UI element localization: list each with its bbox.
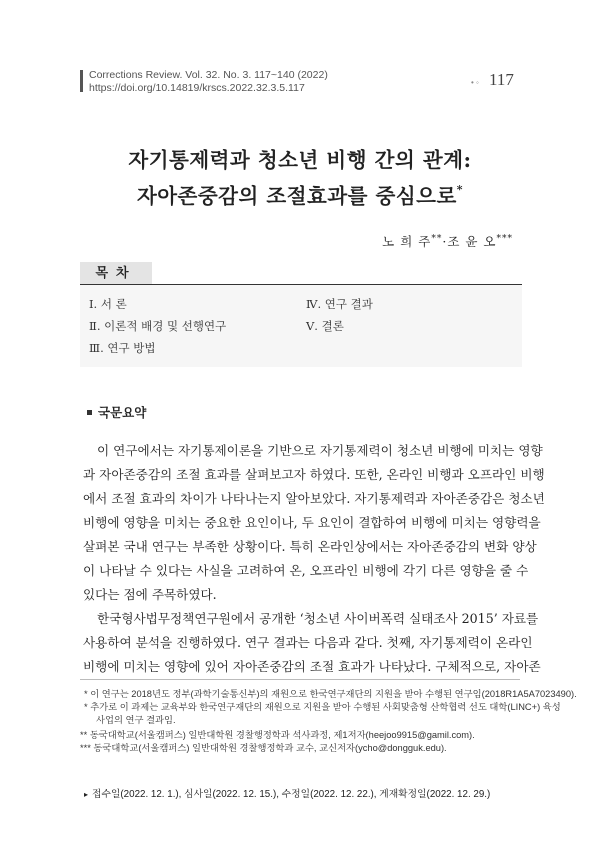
author-1-mark: ** (431, 233, 443, 244)
page-number-dots: • ◦ (471, 78, 479, 87)
header-accent-bar (80, 70, 83, 92)
toc-item[interactable]: Ⅳ. 연구 결과 (306, 297, 373, 311)
received-dates: ▸ 접수일(2022. 12. 1.), 심사일(2022. 12. 15.), 수정일(2022. 12. 22.), 게재확정일(2022. 12. 29.) (84, 789, 491, 800)
toc-heading: 목차 (80, 262, 152, 284)
abstract-line: 과 자아존중감의 조절 효과를 살펴보고자 하였다. 또한, 온라인 비행과 오프라인 비행 (83, 467, 545, 482)
author-1: 노 희 주 (382, 234, 432, 249)
title-line-2: 자아존중감의 조절효과를 중심으로 (136, 184, 457, 208)
author-list (382, 232, 513, 250)
abstract-line: 비행에 영향을 미치는 중요한 요인이나, 두 요인이 결합하여 비행에 미치는 영향력을 (83, 515, 541, 530)
author-2: 조 윤 오 (447, 234, 497, 249)
paper-title (0, 145, 600, 211)
abstract-line: 비행에 미치는 영향에 있어 자아존중감의 조절 효과가 나타났다. 구체적으로, 자아존 (83, 659, 541, 674)
footnote: *** 동국대학교(서울캠퍼스) 일반대학원 경찰행정학과 교수, 교신저자(ycho@dongguk.edu). (80, 743, 447, 753)
journal-citation: Corrections Review. Vol. 32. No. 3. 117~140 (2022) (89, 69, 328, 81)
footnote: * 추가로 이 과제는 교육부와 한국연구재단의 재원으로 지원을 받아 수행된 사회맞춤형 산학협력 선도 대학(LINC+) 육성 (84, 702, 561, 712)
abstract-line: 에서 조절 효과의 차이가 나타나는지 알아보았다. 자기통제력과 자아존중감은 청소년 (83, 491, 545, 506)
abstract-line: 한국형사법무정책연구원에서 공개한 ‘청소년 사이버폭력 실태조사 2015’ 자료를 (97, 611, 539, 626)
footnote: 사업의 연구 결과임. (96, 715, 176, 725)
abstract-line: 있다는 점에 주목하였다. (83, 587, 217, 602)
abstract-line: 사용하여 분석을 진행하였다. 연구 결과는 다음과 같다. 첫째, 자기통제력이 온라인 (83, 635, 533, 650)
author-2-mark: *** (496, 233, 513, 244)
title-footnote-mark: * (456, 183, 464, 196)
footnote: ** 동국대학교(서울캠퍼스) 일반대학원 경찰행정학과 석사과정, 제1저자(heejoo9915@gamil.com). (80, 730, 475, 740)
triangle-bullet-icon: ▸ (84, 790, 89, 799)
footnote: * 이 연구는 2018년도 정부(과학기술통신부)의 재원으로 한국연구재단의 지원을 받아 수행된 연구임(2018R1A5A7023490). (84, 689, 577, 699)
toc-item[interactable]: Ⅴ. 결론 (306, 319, 344, 333)
title-line-1: 자기통제력과 청소년 비행 간의 관계: (128, 148, 472, 172)
square-bullet-icon (87, 410, 92, 415)
abstract-line: 이 나타날 수 있다는 사실을 고려하여 온, 오프라인 비행에 각기 다른 영향을 줄 수 (83, 563, 529, 578)
abstract-line: 이 연구에서는 자기통제이론을 기반으로 자기통제력이 청소년 비행에 미치는 영향 (97, 443, 543, 458)
doi-link[interactable]: https://doi.org/10.14819/krscs.2022.32.3.5.117 (89, 82, 305, 94)
journal-header (89, 69, 328, 95)
toc-item[interactable]: Ⅰ. 서 론 (89, 297, 127, 311)
page-number: 117 (489, 70, 514, 89)
toc-item[interactable]: Ⅲ. 연구 방법 (89, 341, 156, 355)
footnote-rule (80, 679, 520, 680)
author-separator: · (442, 234, 448, 249)
abstract-heading: 국문요약 (87, 403, 146, 421)
abstract-line: 살펴본 국내 연구는 부족한 상황이다. 특히 온라인상에서는 자아존중감의 변화 양상 (83, 539, 537, 554)
toc-item[interactable]: Ⅱ. 이론적 배경 및 선행연구 (89, 319, 227, 333)
